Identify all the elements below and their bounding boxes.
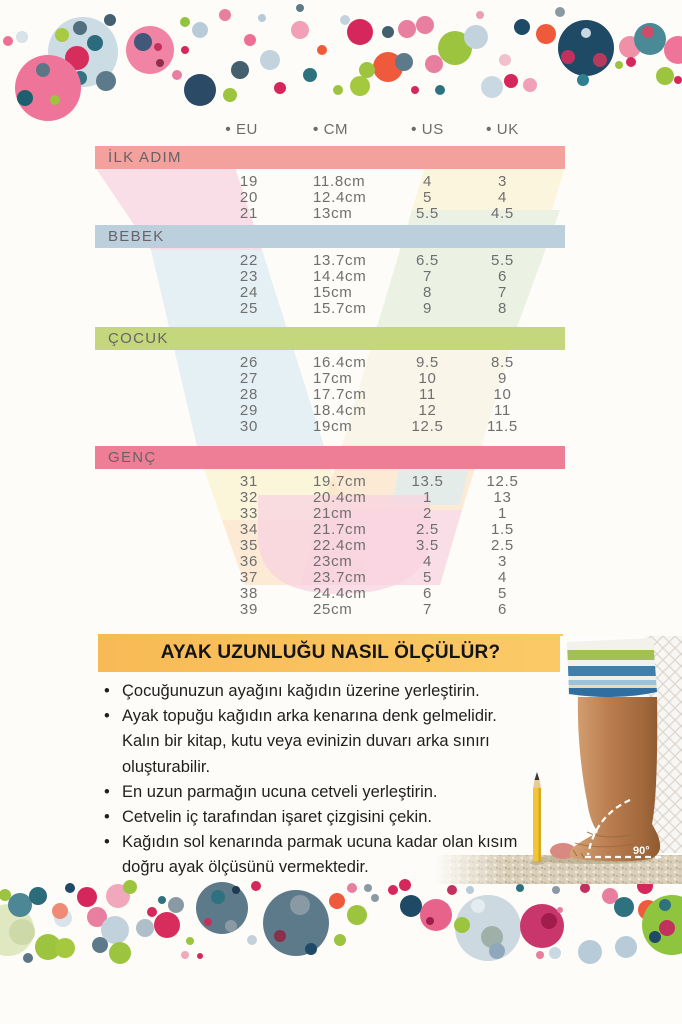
cell-uk: 1.5 <box>491 521 514 538</box>
cell-uk: 2.5 <box>491 537 514 554</box>
cell-eu: 29 <box>239 402 258 419</box>
cell-eu: 30 <box>239 418 258 435</box>
cell-eu: 27 <box>239 370 258 387</box>
cell-cm: 17.7cm <box>313 386 367 403</box>
size-chart-body <box>95 146 565 618</box>
cell-cm: 18.4cm <box>313 402 367 419</box>
cell-eu: 24 <box>239 284 258 301</box>
cell-us: 5.5 <box>416 205 439 222</box>
cell-cm: 16.4cm <box>313 354 367 371</box>
cell-eu: 35 <box>239 537 258 554</box>
pencil-tip <box>535 772 540 780</box>
cell-uk: 12.5 <box>486 473 519 490</box>
cell-uk: 7 <box>497 284 508 301</box>
column-header-uk: • UK <box>460 121 545 138</box>
section-band-3 <box>95 446 565 469</box>
cell-uk: 1 <box>497 505 508 522</box>
cell-us: 2 <box>422 505 433 522</box>
cell-uk: 5.5 <box>491 252 514 269</box>
cell-eu: 33 <box>239 505 258 522</box>
column-header-cm: • CM <box>270 121 395 138</box>
measure-guide-title: AYAK UZUNLUĞU NASIL ÖLÇÜLÜR? <box>160 642 501 663</box>
cell-cm: 13cm <box>313 205 353 222</box>
cell-uk: 8 <box>497 300 508 317</box>
guide-bullet: • Kağıdın sol kenarında parmak ucuna kadar olan kısım doğru ayak ölçüsünü vermektedir. <box>101 830 529 880</box>
guide-bullet: • Ayak topuğu kağıdın arka kenarına denk gelmelidir. Kalın bir kitap, kutu veya evinizin duvarı arka sınırı oluşturabilir. <box>101 704 529 780</box>
size-row <box>95 403 565 419</box>
cell-uk: 13 <box>493 489 512 506</box>
cell-eu: 20 <box>239 189 258 206</box>
section-label: BEBEK <box>108 228 165 245</box>
size-chart <box>95 115 565 618</box>
cell-us: 2.5 <box>416 521 439 538</box>
cell-eu: 38 <box>239 585 258 602</box>
cell-eu: 31 <box>239 473 258 490</box>
cell-uk: 6 <box>497 268 508 285</box>
size-row <box>95 554 565 570</box>
cell-cm: 21.7cm <box>313 521 367 538</box>
size-row <box>95 538 565 554</box>
cell-eu: 22 <box>239 252 258 269</box>
cell-eu: 19 <box>239 173 258 190</box>
cell-us: 7 <box>422 601 433 618</box>
cell-us: 9 <box>422 300 433 317</box>
cell-eu: 34 <box>239 521 258 538</box>
cell-uk: 11.5 <box>487 418 518 435</box>
cell-us: 3.5 <box>416 537 439 554</box>
cell-cm: 19cm <box>313 418 353 435</box>
cell-eu: 26 <box>239 354 258 371</box>
size-chart-header <box>95 115 565 143</box>
cell-uk: 11 <box>494 402 511 419</box>
size-row <box>95 387 565 403</box>
section-band-1 <box>95 225 565 248</box>
striped-shorts <box>563 636 659 700</box>
cell-cm: 17cm <box>313 370 353 387</box>
cell-us: 7 <box>422 268 433 285</box>
section-band-0 <box>95 146 565 169</box>
cell-uk: 9 <box>497 370 508 387</box>
size-row <box>95 301 565 317</box>
section-band-2 <box>95 327 565 350</box>
baby-foot-photo <box>435 636 682 884</box>
guide-bullet: • Çocuğunuzun ayağını kağıdın üzerine yerleştirin. <box>101 679 529 704</box>
cell-eu: 36 <box>239 553 258 570</box>
pencil-wood <box>533 780 541 788</box>
cell-uk: 3 <box>497 173 508 190</box>
size-row <box>95 522 565 538</box>
cell-uk: 4.5 <box>491 205 514 222</box>
angle-label: 90° <box>633 845 650 857</box>
cell-eu: 21 <box>239 205 258 222</box>
cell-cm: 20.4cm <box>313 489 367 506</box>
section-label: ÇOCUK <box>108 330 169 347</box>
size-row <box>95 355 565 371</box>
size-row <box>95 371 565 387</box>
size-row <box>95 490 565 506</box>
size-row <box>95 419 565 435</box>
cell-uk: 10 <box>493 386 512 403</box>
guide-bullet: • En uzun parmağın ucuna cetveli yerleştirin. <box>101 780 529 805</box>
size-row <box>95 206 565 222</box>
cell-us: 9.5 <box>416 354 439 371</box>
size-row <box>95 506 565 522</box>
column-header-us: • US <box>395 121 460 138</box>
cell-uk: 4 <box>497 189 508 206</box>
cell-cm: 22.4cm <box>313 537 367 554</box>
cell-us: 12 <box>418 402 437 419</box>
cell-cm: 15.7cm <box>313 300 367 317</box>
size-row <box>95 253 565 269</box>
cell-us: 5 <box>422 569 433 586</box>
cell-us: 4 <box>422 173 433 190</box>
cell-eu: 37 <box>239 569 258 586</box>
size-row <box>95 269 565 285</box>
cell-eu: 28 <box>239 386 258 403</box>
cell-cm: 15cm <box>313 284 353 301</box>
cell-us: 6.5 <box>416 252 439 269</box>
cell-us: 5 <box>422 189 433 206</box>
size-row <box>95 190 565 206</box>
section-label: GENÇ <box>108 449 157 466</box>
cell-cm: 12.4cm <box>313 189 367 206</box>
cell-us: 13.5 <box>411 473 444 490</box>
cell-us: 1 <box>422 489 433 506</box>
cell-eu: 25 <box>239 300 258 317</box>
cell-uk: 3 <box>497 553 508 570</box>
cell-cm: 13.7cm <box>313 252 367 269</box>
size-row <box>95 285 565 301</box>
cell-eu: 23 <box>239 268 258 285</box>
cell-cm: 23.7cm <box>313 569 367 586</box>
section-label: İLK ADIM <box>108 149 182 166</box>
cell-cm: 21cm <box>313 505 353 522</box>
guide-bullet: • Cetvelin iç tarafından işaret çizgisini çekin. <box>101 805 529 830</box>
size-row <box>95 570 565 586</box>
cell-cm: 11.8cm <box>313 173 366 190</box>
size-row <box>95 174 565 190</box>
cell-eu: 32 <box>239 489 258 506</box>
top-dots-border <box>3 4 682 121</box>
pencil <box>530 772 544 865</box>
cell-us: 12.5 <box>411 418 444 435</box>
cell-cm: 24.4cm <box>313 585 367 602</box>
cell-us: 4 <box>422 553 433 570</box>
size-row <box>95 586 565 602</box>
cell-uk: 6 <box>497 601 508 618</box>
column-header-eu: • EU <box>95 121 270 138</box>
cell-uk: 8.5 <box>491 354 514 371</box>
cell-us: 6 <box>422 585 433 602</box>
cell-uk: 4 <box>497 569 508 586</box>
cell-us: 10 <box>418 370 437 387</box>
cell-cm: 23cm <box>313 553 353 570</box>
cell-eu: 39 <box>239 601 258 618</box>
cell-cm: 14.4cm <box>313 268 367 285</box>
cell-cm: 25cm <box>313 601 353 618</box>
cell-uk: 5 <box>497 585 508 602</box>
size-row <box>95 474 565 490</box>
cell-us: 8 <box>422 284 433 301</box>
cell-us: 11 <box>419 386 436 403</box>
cell-cm: 19.7cm <box>313 473 367 490</box>
bottom-dots-border <box>0 878 682 964</box>
size-row <box>95 602 565 618</box>
